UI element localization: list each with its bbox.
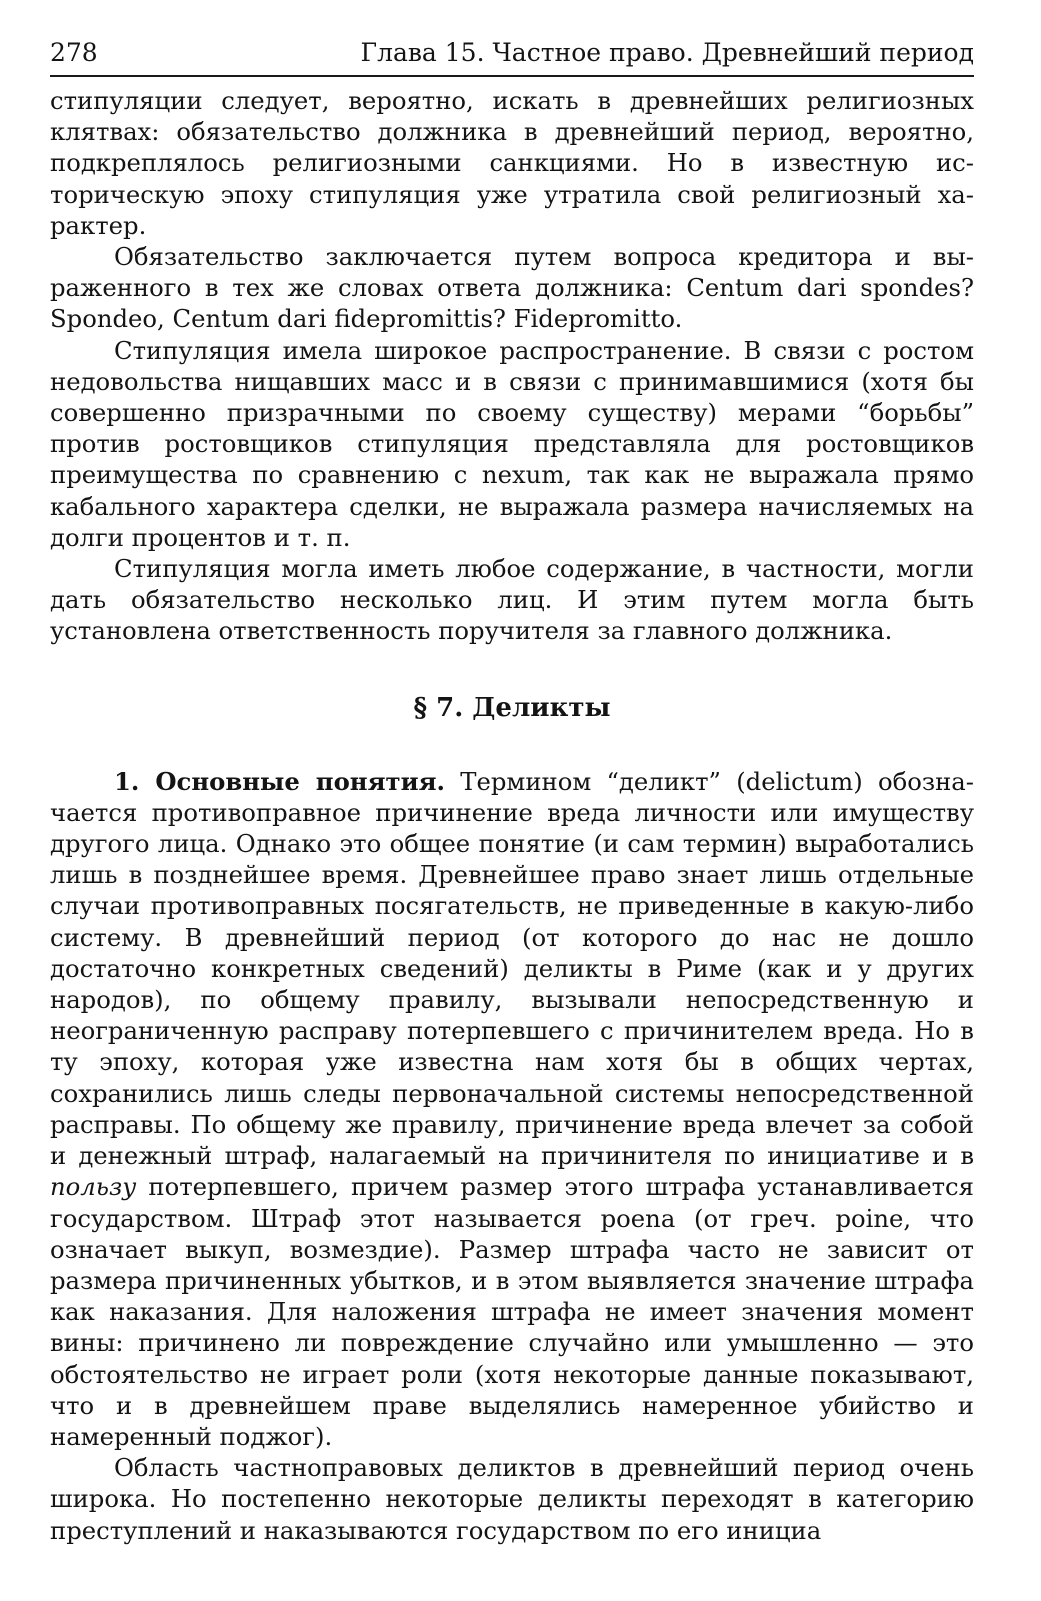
running-title: Глава 15. Частное право. Древнейший период xyxy=(360,38,974,67)
delicts-text-part-1: Термином “деликт” (delictum) обозначается противоправное причинение вреда личности или имуществу другого лица. Однако это общее понятие (и сам термин) выработались лишь в позднейшее время. Древнейшее право знает лишь отдельные случаи противоправных посягательств, не приведенные в какую-либо систему. В древнейший период (от которого до нас не дошло достаточно конкретных сведений) деликты в Риме (как и у других народов), по общему правилу, вызывали непосредственную и неограниченную расправу потерпевшего с причинителем вреда. Но в ту эпоху, которая уже известна нам хотя бы в общих чертах, сохранились лишь следы первоначальной системы непосредственной расправы. По общему же правилу, причинение вреда влечет за собой и денежный штраф, налагаемый на причинителя по инициативе и в xyxy=(50,766,974,1171)
paragraph-2: Обязательство заключается путем вопроса кредитора и выраженного в тех же словах ответа должника: Centum dari spondes? Spondeo, Centum dari fidepromittis? Fidepromitto. xyxy=(50,242,974,334)
paragraph-4: Стипуляция могла иметь любое содержание, в частности, могли дать обязательство несколько лиц. И этим путем могла быть установлена ответственность поручителя за главного должника. xyxy=(50,554,974,646)
paragraph-1: стипуляции следует, вероятно, искать в древнейших религиозных клятвах: обязательство должника в древнейший период, вероятно, подкреплялось религиозными санкциями. Но в известную историческую эпоху стипуляция уже утратила свой религиозный характер. xyxy=(50,86,974,240)
body-text xyxy=(50,85,974,1546)
paragraph-delicts xyxy=(50,766,974,1452)
paragraph-final: Область частноправовых деликтов в древнейший период очень широка. Но постепенно некоторые деликты переходят в категорию преступлений и наказываются государством по его инициа xyxy=(50,1453,974,1545)
paragraph-3: Стипуляция имела широкое распространение. В связи с ростом недовольства нищавших масс и в связи с принимавшимися (хотя бы совершенно призрачными по своему существу) мерами “борьбы” против ростовщиков стипуляция представляла для ростовщиков преимущества по сравнению с nexum, так как не выражала прямо кабального характера сделки, не выражала размера начисляемых на долги процентов и т. п. xyxy=(50,335,974,552)
delicts-text-part-2: потерпевшего, причем размер этого штрафа устанавливается государством. Штраф этот называется poena (от греч. poine, что означает выкуп, возмездие). Размер штрафа часто не зависит от размера причиненных убытков, и в этом выявляется значение штрафа как наказания. Для наложения штрафа не имеет значения момент вины: причинено ли повреждение случайно или умышленно — это обстоятельство не играет роли (хотя некоторые данные показывают, что и в древнейшем праве выделялись намеренное убийство и намеренный поджог). xyxy=(50,1172,974,1451)
delicts-italic-word: пользу xyxy=(50,1172,137,1202)
subsection-lead: 1. Основные понятия. xyxy=(114,766,446,796)
page-number: 278 xyxy=(50,38,98,67)
running-header xyxy=(50,38,974,77)
document-page xyxy=(50,38,974,1546)
section-title: § 7. Деликты xyxy=(413,692,611,723)
